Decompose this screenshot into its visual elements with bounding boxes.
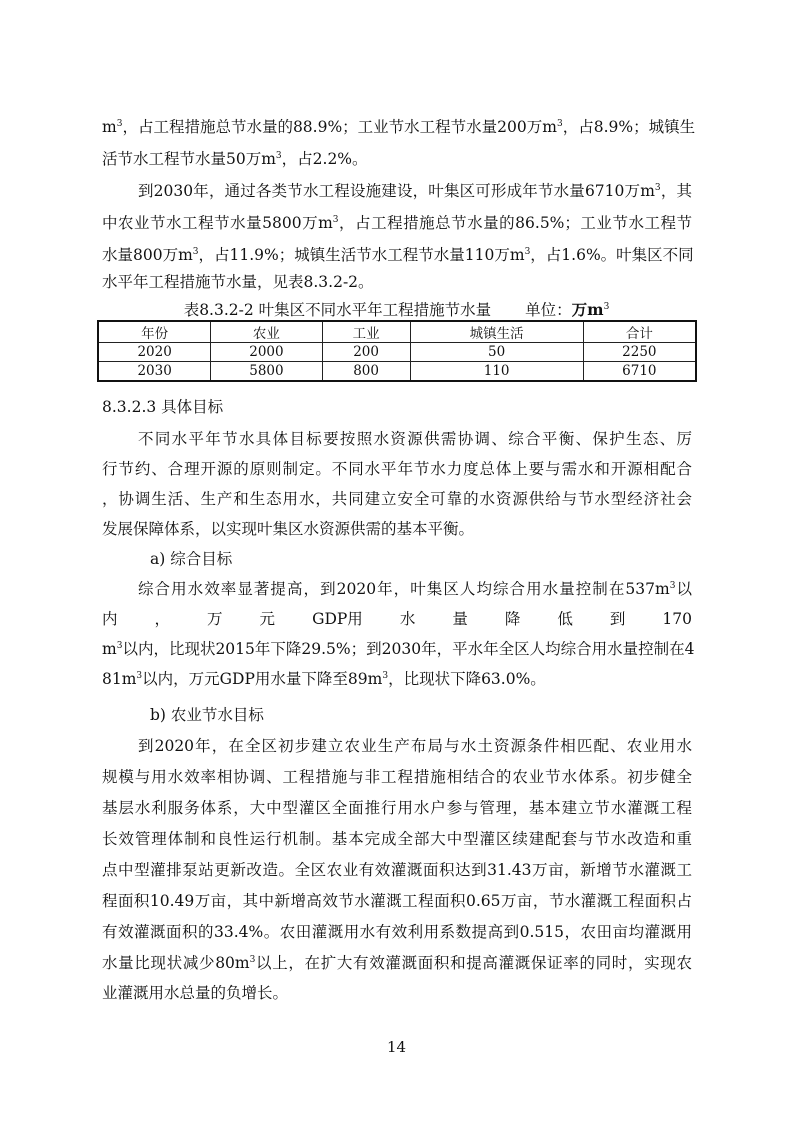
paragraph-line: 水平年工程措施节水量，见表8.3.2-2。 (102, 273, 374, 291)
paragraph-line-spread: 内 ， 万 元 GDP用 水 量 降 低 到 170 (102, 610, 692, 628)
table-cell: 200 (322, 343, 410, 362)
table-cell: 2000 (211, 343, 322, 362)
paragraph-line: 活节水工程节水量50万$m^3$，占2.2%。 (102, 150, 368, 168)
table-header-cell: 合计 (583, 321, 696, 343)
paragraph-line: 到2020年，在全区初步建立农业生产布局与水土资源条件相匹配、农业用水 (138, 737, 692, 755)
table-cell: 2250 (583, 343, 696, 362)
paragraph-line: 基层水利服务体系，大中型灌区全面推行用水户参与管理，基本建立节水灌溉工程 (102, 799, 692, 817)
table-row (98, 362, 696, 382)
table-unit: 单位：万$m^3$ (525, 300, 610, 319)
paragraph-line: 长效管理体制和良性运行机制。基本完成全部大中型灌区续建配套与节水改造和重 (102, 830, 692, 848)
paragraph-line: $m^3$以内，比现状2015年下降29.5%；到2030年，平水年全区人均综合用水量控制在4 (102, 640, 695, 658)
table-cell: 5800 (211, 362, 322, 382)
paragraph-line: 规模与用水效率相协调、工程措施与非工程措施相结合的农业节水体系。初步健全 (102, 768, 692, 786)
subsection-heading: a) 综合目标 (150, 550, 233, 568)
table-header-cell: 工业 (322, 321, 410, 343)
paragraph-line: 点中型灌排泵站更新改造。全区农业有效灌溉面积达到31.43万亩，新增节水灌溉工 (102, 861, 692, 879)
table-row (98, 343, 696, 362)
section-heading: 8.3.2.3 具体目标 (102, 398, 224, 416)
paragraph-line: 水量比现状减少$80m^3$以上，在扩大有效灌溉面积和提高灌溉保证率的同时，实现农 (102, 954, 692, 972)
paragraph-line: 行节约、合理开源的原则制定。不同水平年节水力度总体上要与需水和开源相配合 (102, 460, 692, 478)
table-cell: 2020 (98, 343, 211, 362)
paragraph-line: 水量800万$m^3$，占11.9%；城镇生活节水工程节水量110万$m^3$，占1.6%。叶集区不同 (102, 246, 694, 264)
paragraph-line: ，协调生活、生产和生态用水，共同建立安全可靠的水资源供给与节水型经济社会 (102, 490, 692, 508)
paragraph-line: 业灌溉用水总量的负增长。 (102, 984, 289, 1002)
table-header-cell: 城镇生活 (410, 321, 583, 343)
paragraph-line: 有效灌溉面积的33.4%。农田灌溉用水有效利用系数提高到0.515，农田亩均灌溉用 (102, 923, 692, 941)
paragraph-line: 发展保障体系，以实现叶集区水资源供需的基本平衡。 (102, 520, 475, 538)
paragraph-line: 综合用水效率显著提高，到2020年，叶集区人均综合用水量控制在$537m^3$以 (138, 580, 692, 598)
subsection-heading: b) 农业节水目标 (150, 706, 264, 724)
paragraph-line: $81m^3$以内，万元GDP用水量下降至$89m^3$，比现状下降63.0%。 (102, 670, 546, 688)
paragraph-line: 中农业节水工程节水量5800万$m^3$，占工程措施总节水量的86.5%；工业节水工程节 (102, 214, 692, 232)
page-number: 14 (386, 1038, 407, 1056)
table-cell: 6710 (583, 362, 696, 382)
table-header-cell: 农业 (211, 321, 322, 343)
table-cell: 50 (410, 343, 583, 362)
table-cell: 2030 (98, 362, 211, 382)
paragraph-line: 程面积10.49万亩，其中新增高效节水灌溉工程面积0.65万亩，节水灌溉工程面积占 (102, 892, 692, 910)
table-cell: 110 (410, 362, 583, 382)
table-cell: 800 (322, 362, 410, 382)
table-header-cell: 年份 (98, 321, 211, 343)
table-header-row (98, 321, 696, 343)
water-saving-table (97, 320, 697, 382)
table-caption: 表8.3.2-2 叶集区不同水平年工程措施节水量 单位：万$m^3$ (183, 300, 610, 319)
paragraph-line: 到2030年，通过各类节水工程设施建设，叶集区可形成年节水量6710万$m^3$，其 (138, 182, 692, 200)
paragraph-line: 不同水平年节水具体目标要按照水资源供需协调、综合平衡、保护生态、厉 (138, 430, 692, 448)
paragraph-line: $m^3$，占工程措施总节水量的88.9%；工业节水工程节水量200万$m^3$，占8.9%；城镇生 (102, 118, 696, 136)
